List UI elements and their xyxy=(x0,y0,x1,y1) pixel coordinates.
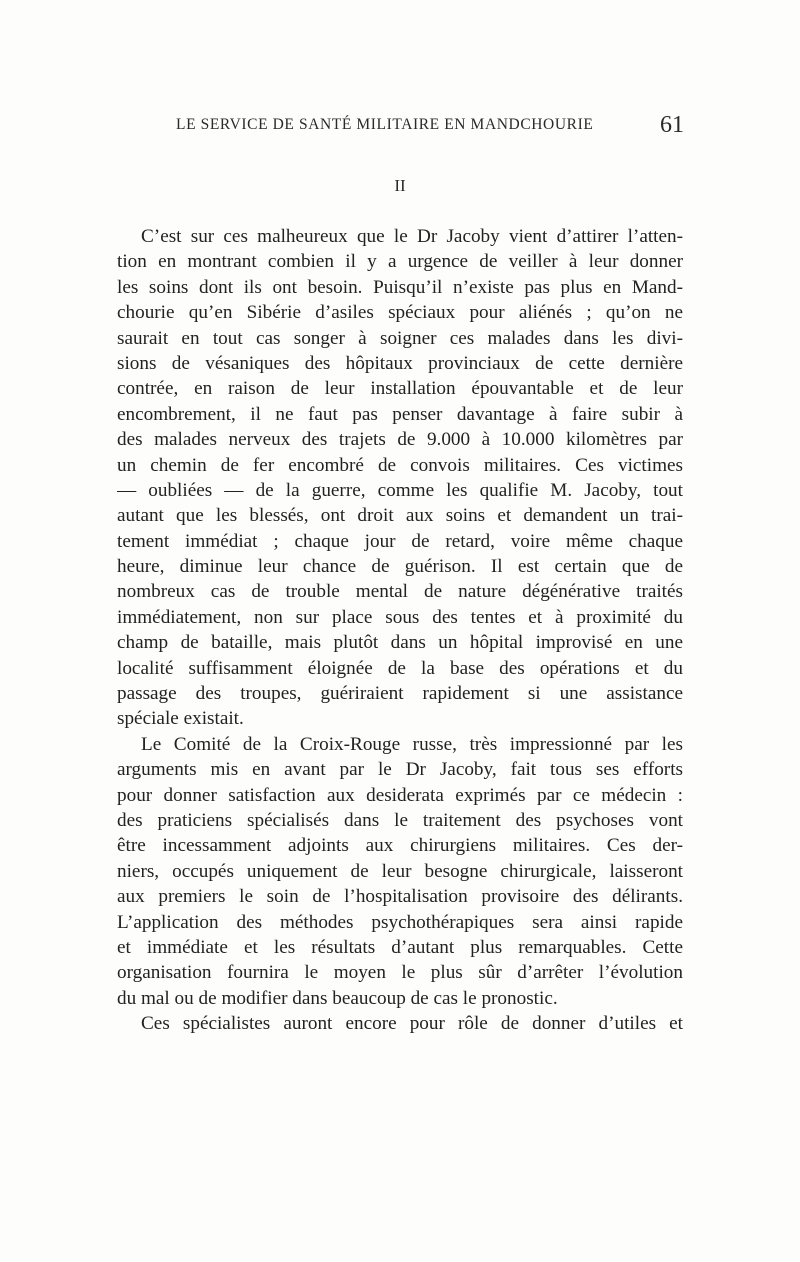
text-line: et immédiate et les résultats d’autant plus remarquables. Cette xyxy=(117,936,683,958)
text-line: arguments mis en avant par le Dr Jacoby, fait tous ses efforts xyxy=(117,759,683,781)
text-line: nombreux cas de trouble mental de nature dégénérative traités xyxy=(117,581,683,603)
paragraph-3 xyxy=(117,1011,683,1036)
text-line: Ces spécialistes auront encore pour rôle de donner d’utiles et xyxy=(141,1013,683,1035)
text-line: niers, occupés uniquement de leur besogne chirurgicale, laisseront xyxy=(117,860,683,882)
text-line: passage des troupes, guériraient rapidement si une assistance xyxy=(117,683,683,705)
text-line: chourie qu’en Sibérie d’asiles spéciaux pour aliénés ; qu’on ne xyxy=(117,302,683,324)
text-line: du mal ou de modifier dans beaucoup de cas le pronostic. xyxy=(117,987,558,1009)
text-line: sions de vésaniques des hôpitaux provinciaux de cette dernière xyxy=(117,352,683,374)
text-line: saurait en tout cas songer à soigner ces malades dans les divi- xyxy=(117,327,683,349)
text-line: des malades nerveux des trajets de 9.000 à 10.000 kilomètres par xyxy=(117,429,683,451)
text-line: les soins dont ils ont besoin. Puisqu’il n’existe pas plus en Mand- xyxy=(117,276,683,298)
text-line: champ de bataille, mais plutôt dans un hôpital improvisé en une xyxy=(117,632,683,654)
text-line: contrée, en raison de leur installation épouvantable et de leur xyxy=(117,378,683,400)
page-number: 61 xyxy=(660,112,684,138)
text-line: tement immédiat ; chaque jour de retard, voire même chaque xyxy=(117,530,683,552)
text-line: être incessamment adjoints aux chirurgiens militaires. Ces der- xyxy=(117,835,683,857)
text-line: immédiatement, non sur place sous des tentes et à proximité du xyxy=(117,606,683,628)
text-line: pour donner satisfaction aux desiderata exprimés par ce médecin : xyxy=(117,784,683,806)
running-title: LE SERVICE DE SANTÉ MILITAIRE EN MANDCHOURIE xyxy=(176,116,594,133)
text-line: des praticiens spécialisés dans le traitement des psychoses vont xyxy=(117,809,683,831)
text-line: encombrement, il ne faut pas penser davantage à faire subir à xyxy=(117,403,683,425)
section-heading: II xyxy=(394,176,406,195)
text-line: autant que les blessés, ont droit aux soins et demandent un trai- xyxy=(117,505,683,527)
running-head xyxy=(118,112,684,142)
text-line: un chemin de fer encombré de convois militaires. Ces victimes xyxy=(117,454,683,476)
text-line: C’est sur ces malheureux que le Dr Jacoby vient d’attirer l’atten- xyxy=(141,226,683,247)
text-line: localité suffisamment éloignée de la base des opérations et du xyxy=(117,657,683,679)
text-line: heure, diminue leur chance de guérison. Il est certain que de xyxy=(117,556,683,578)
text-line: Le Comité de la Croix-Rouge russe, très impressionné par les xyxy=(141,733,683,755)
body-text xyxy=(117,224,683,1037)
paragraph-1 xyxy=(117,224,683,732)
paragraph-2 xyxy=(117,732,683,1011)
text-line: tion en montrant combien il y a urgence de veiller à leur donner xyxy=(117,251,683,273)
text-line: organisation fournira le moyen le plus sûr d’arrêter l’évolution xyxy=(117,962,683,984)
text-line: L’application des méthodes psychothérapiques sera ainsi rapide xyxy=(117,911,683,933)
text-line: — oubliées — de la guerre, comme les qualifie M. Jacoby, tout xyxy=(117,479,683,501)
text-line: aux premiers le soin de l’hospitalisation provisoire des délirants. xyxy=(117,886,683,908)
text-line: spéciale existait. xyxy=(117,708,244,730)
